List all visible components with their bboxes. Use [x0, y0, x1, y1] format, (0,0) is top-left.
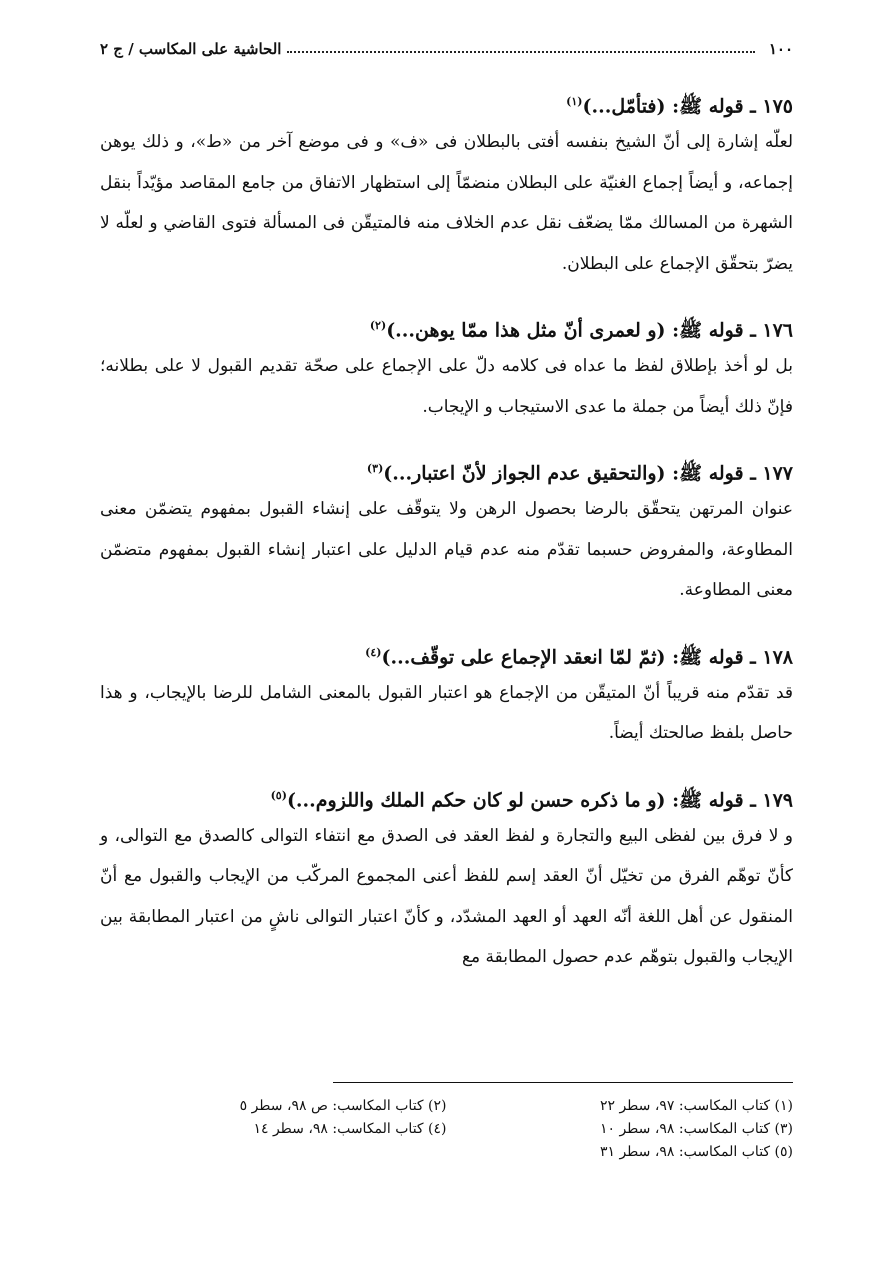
section-heading-text: ١٧٥ ـ قوله ﷺ: (فتأمّل...) — [582, 95, 793, 118]
section-heading — [100, 633, 793, 673]
section-heading-text: ١٧٨ ـ قوله ﷺ: (ثمّ لمّا انعقد الإجماع على توقّف...) — [381, 645, 793, 668]
book-title: الحاشية على المكاسب / ج ٢ — [100, 40, 282, 58]
section-heading — [100, 449, 793, 489]
section-heading — [100, 306, 793, 346]
section-paragraph: بل لو أخذ بإطلاق لفظ ما عداه فى كلامه دلّ على الإجماع على صحّة تقديم القبول لا على بطلانه؛ فإنّ ذلك أيضاً من جملة ما عدى الاستيجاب و الإيجاب. — [100, 356, 793, 417]
footnote-5: (٥) كتاب المكاسب: ٩٨، سطر ٣١ — [599, 1144, 793, 1160]
footnote-ref: (٤) — [365, 645, 382, 659]
section-heading-text: ١٧٩ ـ قوله ﷺ: (و ما ذكره حسن لو كان حكم الملك واللزوم...) — [286, 788, 793, 811]
section-paragraph: قد تقدّم منه قريباً أنّ المتيقّن من الإجماع هو اعتبار القبول بالمعنى الشامل للرضا بالإيجاب، و هذا حاصل بلفظ صالحتك أيضاً. — [100, 682, 793, 743]
section-179 — [100, 776, 793, 978]
footnotes — [100, 1095, 793, 1164]
footnote-1: (١) كتاب المكاسب: ٩٧، سطر ٢٢ — [599, 1098, 793, 1114]
footnote-row — [100, 1118, 793, 1141]
footnote-3: (٣) كتاب المكاسب: ٩٨، سطر ١٠ — [599, 1121, 793, 1137]
main-text — [100, 82, 793, 1000]
footnote-ref: (١) — [566, 95, 583, 108]
section-paragraph: و لا فرق بين لفظى البيع والتجارة و لفظ العقد فى الصدق مع انتفاء التوالى كالصدق مع التوالى، و كأنّ توهّم الفرق من تخيّل أنّ العقد إسم للفظ أعنى المجموع المركّب من الإيجاب والقبول مع أنّ المنقول عن أهل اللغة أنّه العهد أو العهد المشدّد، و كأنّ اعتبار التوالى ناشٍ من اعتبار المطابقة بين الإيجاب والقبول بتوهّم عدم حصول المطابقة مع — [100, 825, 793, 967]
footnote-ref: (٢) — [369, 319, 387, 332]
footnote-row — [100, 1095, 793, 1118]
section-heading — [100, 82, 793, 122]
section-178 — [100, 633, 793, 754]
section-175 — [100, 82, 793, 284]
section-heading-text: ١٧٦ ـ قوله ﷺ: (و لعمرى أنّ مثل هذا ممّا يوهن...) — [386, 319, 793, 342]
footnote-4: (٤) كتاب المكاسب: ٩٨، سطر ١٤ — [253, 1121, 447, 1137]
section-177 — [100, 449, 793, 611]
section-paragraph: لعلّه إشارة إلى أنّ الشيخ بنفسه أفتى بالبطلان فى «ف» و فى موضع آخر من «ط»، و ذلك يوهن إجماعه، و أيضاً إجماع الغنيّة على البطلان منضمّاً إلى استظهار الاتفاق من جامع المقاصد مؤيّداً بنقل الشهرة من المسالك ممّا يضعّف نقل عدم الخلاف منه فالمتيقّن فى المسألة فتوى القاضي و لعلّه لا يضرّ بتحقّق الإجماع على البطلان. — [100, 132, 793, 274]
section-heading — [100, 776, 793, 816]
header-dot-leader — [287, 51, 754, 53]
footnote-separator — [333, 1082, 793, 1083]
footnote-ref: (٥) — [270, 788, 287, 802]
footnote-row — [100, 1141, 793, 1164]
running-header — [100, 34, 793, 64]
page-number: ١٠٠ — [768, 40, 793, 58]
section-heading-text: ١٧٧ ـ قوله ﷺ: (والتحقيق عدم الجواز لأنّ اعتبار...) — [383, 462, 793, 485]
section-176 — [100, 306, 793, 427]
footnote-2: (٢) كتاب المكاسب: ص ٩٨، سطر ٥ — [239, 1098, 447, 1114]
footnote-ref: (٣) — [366, 462, 384, 475]
section-paragraph: عنوان المرتهن يتحقّق بالرضا بحصول الرهن ولا يتوقّف على إنشاء القبول بمفهوم يتضمّن معنى المطاوعة، والمفروض حسبما تقدّم منه عدم قيام الدليل على اعتبار إنشاء القبول بمفهوم متضمّن معنى المطاوعة. — [100, 499, 793, 600]
